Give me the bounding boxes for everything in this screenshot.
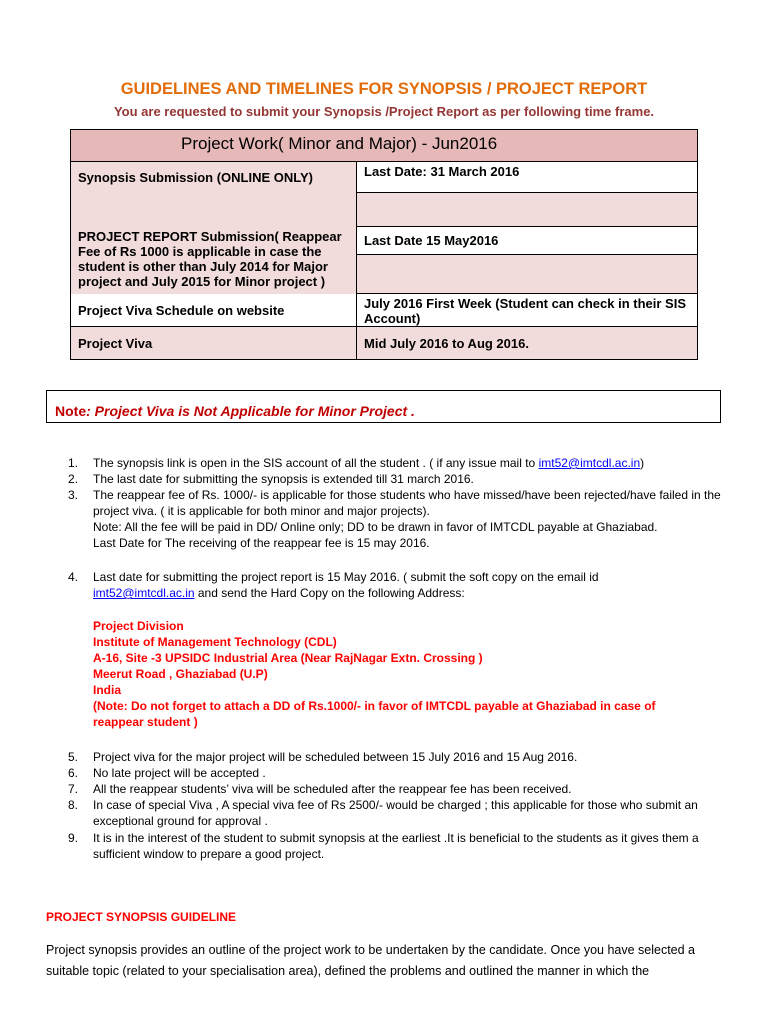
blank-cell <box>357 255 697 294</box>
synopsis-label: Synopsis Submission (ONLINE ONLY) <box>78 170 313 185</box>
page-title: GUIDELINES AND TIMELINES FOR SYNOPSIS / PROJECT REPORT <box>120 80 648 98</box>
report-label: PROJECT REPORT Submission( Reappear Fee of Rs 1000 is applicable in case the student is other than July 2014 for Major project and July 2015 for Minor project ) <box>78 229 342 289</box>
table-row <box>71 294 356 327</box>
report-date: Last Date 15 May2016 <box>364 233 499 248</box>
blank-cell <box>357 193 697 227</box>
timeline-table <box>70 129 698 360</box>
viva-date-cell <box>357 327 697 359</box>
list-item: No late project will be accepted . <box>93 766 266 780</box>
viva-date: Mid July 2016 to Aug 2016. <box>364 336 529 351</box>
divider <box>357 293 697 294</box>
list-item: In case of special Viva , A special viva fee of Rs 2500/- would be charged ; this applicable for those who submit an exceptional ground for approval . <box>93 798 698 828</box>
list-number: 9. <box>68 831 79 845</box>
divider <box>357 254 697 255</box>
list-item: The reappear fee of Rs. 1000/- is applicable for those students who have missed/have been rejected/have failed in the project viva. ( it is applicable for both minor and major projects). Note: All the fee will be paid in DD/ Online only; DD to be drawn in favor of IMTCDL payable at Ghaziabad. Last Date for The receiving of the reappear fee is 15 may 2016. <box>93 488 721 550</box>
note-text: Note: Project Viva is Not Applicable for Minor Project . <box>55 403 415 419</box>
table-heading-cell <box>71 130 697 162</box>
list-number: 3. <box>68 488 79 502</box>
section-paragraph: Project synopsis provides an outline of the project work to be undertaken by the candidate. Once you have selected a suitable topic (related to your specialisation area), defined the problems and outlined the manner in which the <box>46 943 696 978</box>
list-number: 4. <box>68 570 79 584</box>
table-heading: Project Work( Minor and Major) - Jun2016 <box>181 134 498 153</box>
list-item: All the reappear students’ viva will be scheduled after the reappear fee has been received. <box>93 782 572 796</box>
list-item: The last date for submitting the synopsis is extended till 31 march 2016. <box>93 472 474 486</box>
divider <box>357 192 697 193</box>
list-item: Project viva for the major project will be scheduled between 15 July 2016 and 15 Aug 2016. <box>93 750 578 764</box>
blank-cell <box>71 193 356 227</box>
list-number: 5. <box>68 750 79 764</box>
viva-schedule-value: July 2016 First Week (Student can check in their SIS Account) <box>364 296 686 326</box>
table-row <box>71 227 356 294</box>
list-item: Last date for submitting the project report is 15 May 2016. ( submit the soft copy on the email id imt52@imtcdl.ac.in and send the Hard Copy on the following Address: <box>93 570 599 600</box>
section-heading: PROJECT SYNOPSIS GUIDELINE <box>46 910 237 924</box>
list-item: The synopsis link is open in the SIS account of all the student . ( if any issue mail to imt52@imtcdl.ac.in) <box>93 456 645 470</box>
table-row <box>71 162 356 193</box>
divider <box>356 162 357 359</box>
list-number: 8. <box>68 798 79 812</box>
list-number: 7. <box>68 782 79 796</box>
list-item: It is in the interest of the student to submit synopsis at the earliest .It is beneficial to the students as it gives them a sufficient window to prepare a good project. <box>93 831 699 861</box>
email-link[interactable]: imt52@imtcdl.ac.in <box>93 586 195 600</box>
divider <box>71 326 697 327</box>
viva-schedule-cell <box>357 294 697 327</box>
viva-label: Project Viva <box>78 336 153 351</box>
viva-schedule-label: Project Viva Schedule on website <box>78 303 285 318</box>
list-number: 6. <box>68 766 79 780</box>
note-box <box>46 390 721 423</box>
email-link[interactable]: imt52@imtcdl.ac.in <box>538 456 641 470</box>
address-block: Project Division Institute of Management Technology (CDL) A-16, Site -3 UPSIDC Industrial Area (Near RajNagar Extn. Crossing ) Meerut Road , Ghaziabad (U.P) India (Note: Do not forget to attach a DD of Rs.1000/- in favor of IMTCDL payable at Ghaziabad in case of reappear student ) <box>93 619 656 729</box>
table-row <box>71 327 356 359</box>
synopsis-date-cell <box>357 162 697 193</box>
report-date-cell <box>357 227 697 255</box>
divider <box>71 161 697 162</box>
page-subtitle: You are requested to submit your Synopsis /Project Report as per following time frame. <box>113 104 655 119</box>
list-number: 2. <box>68 472 79 486</box>
synopsis-date: Last Date: 31 March 2016 <box>364 164 520 179</box>
divider <box>357 226 697 227</box>
list-number: 1. <box>68 456 79 470</box>
